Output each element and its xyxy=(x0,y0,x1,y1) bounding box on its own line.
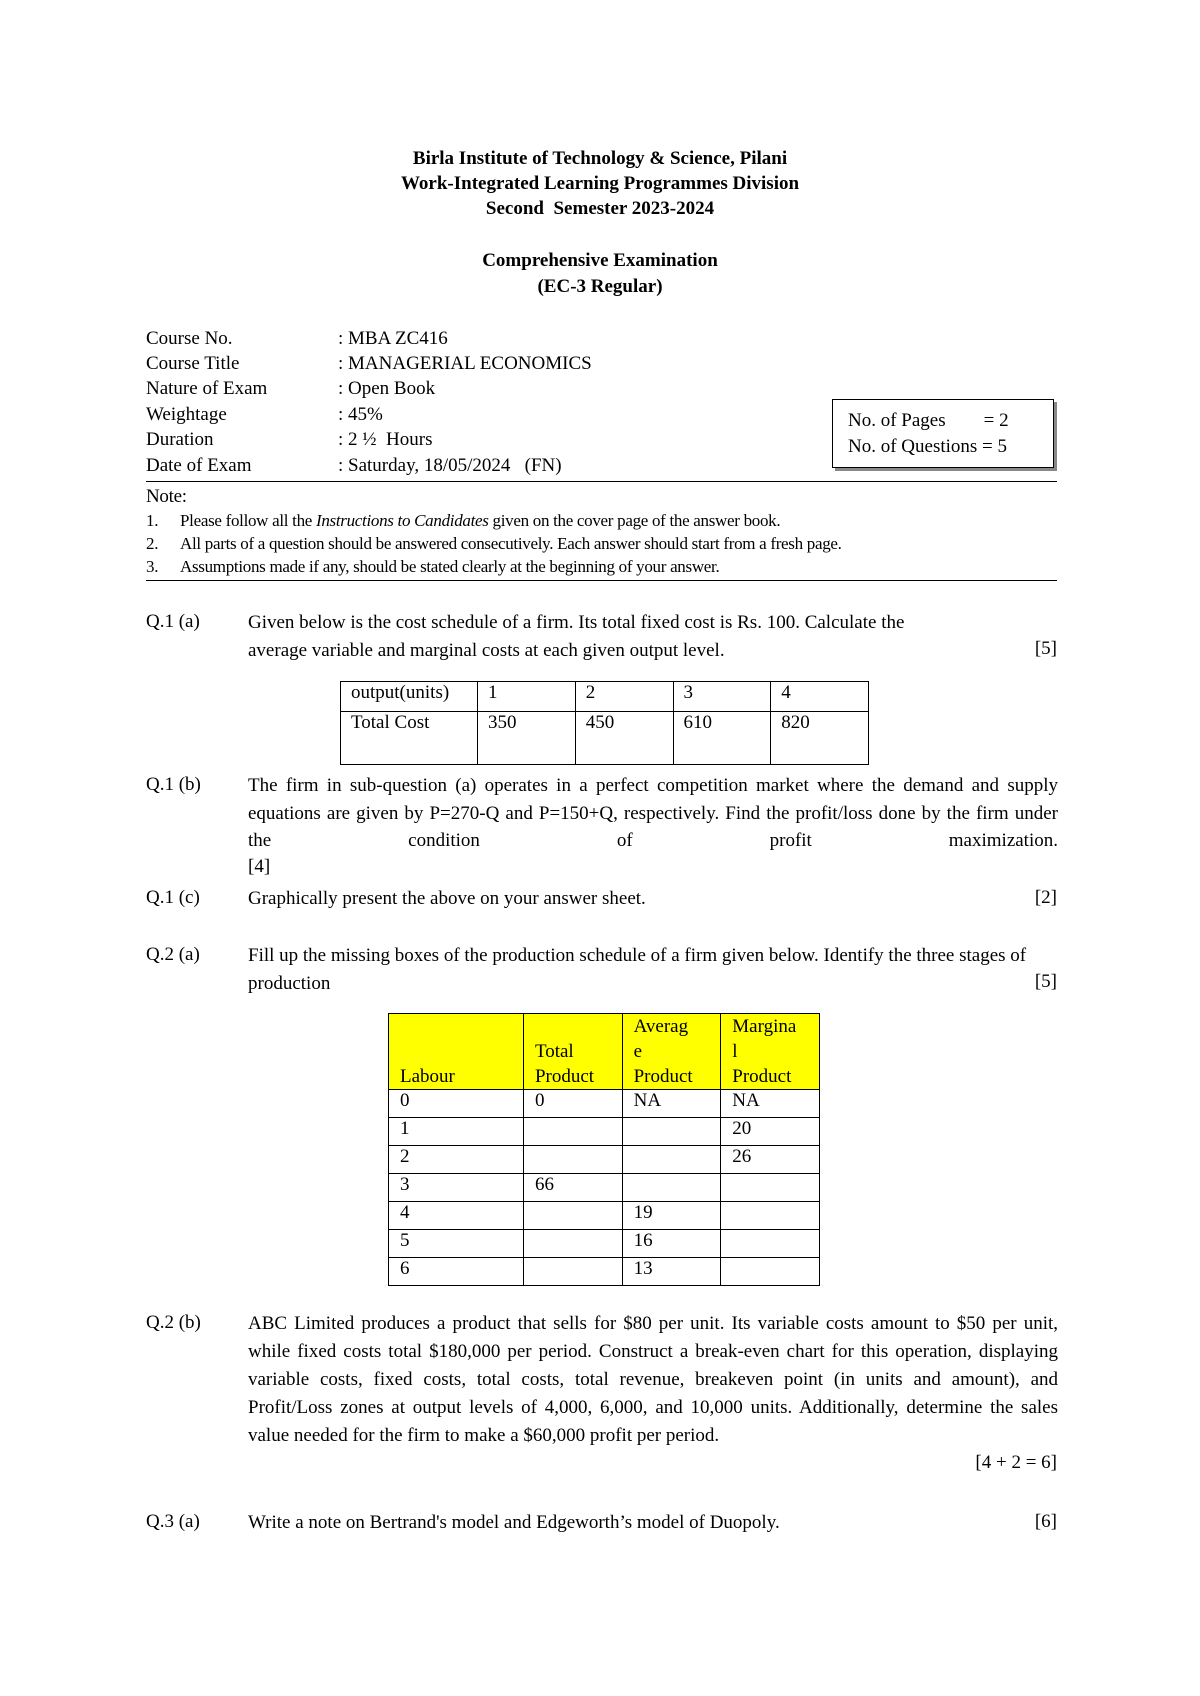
nature-label: Nature of Exam xyxy=(146,378,268,399)
table-cell: 450 xyxy=(575,712,673,765)
weightage-label: Weightage xyxy=(146,404,227,425)
table-cell xyxy=(622,1118,721,1146)
table-cell: NA xyxy=(622,1090,721,1118)
pages-count: No. of Pages = 2 xyxy=(848,410,1009,431)
header-text: Margina xyxy=(732,1016,797,1037)
q2b-text: ABC Limited produces a product that sells for $80 per unit. Its variable costs amount to $50 per unit, while fixed costs total $180,000 per period. Construct a break-even chart for this operation, displaying variable costs, fixed costs, total costs, total revenue, breakeven point (in units and amount), and Profit/Loss zones at output levels of 4,000, 6,000, and 10,000 units. Additionally, determine the sales value needed for the firm to make a $60,000 profit per period. xyxy=(248,1313,1058,1446)
table-row xyxy=(389,1230,820,1258)
q1b-label: Q.1 (b) xyxy=(146,774,201,795)
q1a-label: Q.1 (a) xyxy=(146,611,200,632)
table-header-row xyxy=(389,1014,820,1090)
table-cell xyxy=(622,1146,721,1174)
table-row xyxy=(341,682,869,712)
table-cell: 66 xyxy=(523,1174,622,1202)
table-cell: 3 xyxy=(389,1174,524,1202)
q1c-text: Graphically present the above on your answer sheet. xyxy=(248,888,646,909)
q2a-text: Fill up the missing boxes of the production schedule of a firm given below. Identify the three stages of production xyxy=(248,945,1027,994)
table-cell xyxy=(523,1202,622,1230)
course-title-label: Course Title xyxy=(146,353,240,374)
duration: : 2 ½ Hours xyxy=(338,429,433,450)
table-cell: 4 xyxy=(389,1202,524,1230)
header-text: Averag xyxy=(633,1016,689,1037)
q3a-label: Q.3 (a) xyxy=(146,1511,200,1532)
table-row xyxy=(389,1174,820,1202)
table-cell xyxy=(523,1258,622,1286)
table-cell: Total Cost xyxy=(341,712,478,765)
table-cell: 2 xyxy=(389,1146,524,1174)
table-cell: 13 xyxy=(622,1258,721,1286)
q2a-marks: [5] xyxy=(1034,971,1057,992)
note-1-text-b: given on the cover page of the answer book. xyxy=(488,511,781,530)
header-labour xyxy=(389,1014,524,1090)
table-cell xyxy=(523,1146,622,1174)
table-cell: 26 xyxy=(721,1146,820,1174)
duration-label: Duration xyxy=(146,429,214,450)
q3a-text: Write a note on Bertrand's model and Edgeworth’s model of Duopoly. xyxy=(248,1512,780,1533)
table-cell xyxy=(721,1174,820,1202)
production-schedule-table xyxy=(388,1013,820,1286)
table-row xyxy=(389,1146,820,1174)
note-3-num: 3. xyxy=(146,557,159,576)
header-total-product xyxy=(523,1014,622,1090)
course-title: : MANAGERIAL ECONOMICS xyxy=(338,353,592,374)
table-cell: 3 xyxy=(673,682,771,712)
note-title: Note: xyxy=(146,486,187,507)
note-1-emphasis: Instructions to Candidates xyxy=(315,511,489,530)
header-text: e xyxy=(633,1041,643,1062)
q2a-label: Q.2 (a) xyxy=(146,944,200,965)
table-cell: 16 xyxy=(622,1230,721,1258)
q1a-text: Given below is the cost schedule of a firm. Its total fixed cost is Rs. 100. Calculate the average variable and marginal costs at each given output level. xyxy=(248,612,905,661)
division-name: Work-Integrated Learning Programmes Division xyxy=(400,173,800,194)
table-cell: 0 xyxy=(389,1090,524,1118)
date-label: Date of Exam xyxy=(146,455,252,476)
q1c-label: Q.1 (c) xyxy=(146,887,200,908)
exam-type: Comprehensive Examination xyxy=(482,250,718,271)
weightage: : 45% xyxy=(338,404,383,425)
course-no-label: Course No. xyxy=(146,328,233,349)
table-cell xyxy=(721,1202,820,1230)
q1a-marks: [5] xyxy=(1034,638,1057,659)
note-2 xyxy=(146,534,842,554)
note-3 xyxy=(146,557,719,577)
course-no: : MBA ZC416 xyxy=(338,328,448,349)
header-marginal-product xyxy=(721,1014,820,1090)
header-text: Product xyxy=(633,1066,693,1087)
table-row xyxy=(389,1202,820,1230)
note-1 xyxy=(146,511,780,531)
table-cell: 820 xyxy=(771,712,869,765)
table-cell: output(units) xyxy=(341,682,478,712)
note-2-text: All parts of a question should be answered consecutively. Each answer should start from a fresh page. xyxy=(180,534,842,553)
date-of-exam: : Saturday, 18/05/2024 (FN) xyxy=(338,455,562,476)
institute-name: Birla Institute of Technology & Science, Pilani xyxy=(412,148,788,169)
q1b-text: The firm in sub-question (a) operates in a perfect competition market where the demand and supply equations are given by P=270-Q and P=150+Q, respectively. Find the profit/loss done by the firm under the condition of profit maximization. xyxy=(248,775,1058,851)
table-cell: 1 xyxy=(478,682,576,712)
divider xyxy=(146,481,1057,482)
note-3-text: Assumptions made if any, should be stated clearly at the beginning of your answer. xyxy=(180,557,720,576)
table-cell: NA xyxy=(721,1090,820,1118)
table-row xyxy=(389,1118,820,1146)
table-cell: 20 xyxy=(721,1118,820,1146)
table-cell: 4 xyxy=(771,682,869,712)
table-cell xyxy=(523,1230,622,1258)
q2b-label: Q.2 (b) xyxy=(146,1312,201,1333)
divider xyxy=(146,580,1057,581)
table-cell: 5 xyxy=(389,1230,524,1258)
table-cell: 19 xyxy=(622,1202,721,1230)
cost-schedule-table xyxy=(340,681,869,765)
table-cell: 0 xyxy=(523,1090,622,1118)
header-text: Total xyxy=(534,1041,574,1062)
note-2-num: 2. xyxy=(146,534,159,553)
exam-code: (EC-3 Regular) xyxy=(537,276,663,297)
table-row xyxy=(389,1090,820,1118)
table-row xyxy=(341,712,869,765)
table-cell: 2 xyxy=(575,682,673,712)
table-cell: 350 xyxy=(478,712,576,765)
semester: Second Semester 2023-2024 xyxy=(485,198,715,219)
header-text: Product xyxy=(732,1066,792,1087)
table-cell: 610 xyxy=(673,712,771,765)
questions-count: No. of Questions = 5 xyxy=(848,436,1008,457)
header-average-product xyxy=(622,1014,721,1090)
note-1-text-a: Please follow all the xyxy=(180,511,316,530)
note-1-num: 1. xyxy=(146,511,159,530)
q1b-marks: [4] xyxy=(248,856,271,877)
table-cell xyxy=(721,1230,820,1258)
table-cell xyxy=(622,1174,721,1202)
header-text: l xyxy=(732,1041,738,1062)
q1c-marks: [2] xyxy=(1034,887,1057,908)
table-cell: 1 xyxy=(389,1118,524,1146)
pages-box xyxy=(832,399,1054,468)
q2b-marks: [4 + 2 = 6] xyxy=(975,1452,1057,1473)
table-cell xyxy=(523,1118,622,1146)
table-cell: 6 xyxy=(389,1258,524,1286)
table-cell xyxy=(721,1258,820,1286)
header-text: Labour xyxy=(400,1066,455,1087)
table-row xyxy=(389,1258,820,1286)
nature-of-exam: : Open Book xyxy=(338,378,436,399)
header-text: Product xyxy=(534,1066,595,1087)
q3a-marks: [6] xyxy=(1034,1511,1057,1532)
